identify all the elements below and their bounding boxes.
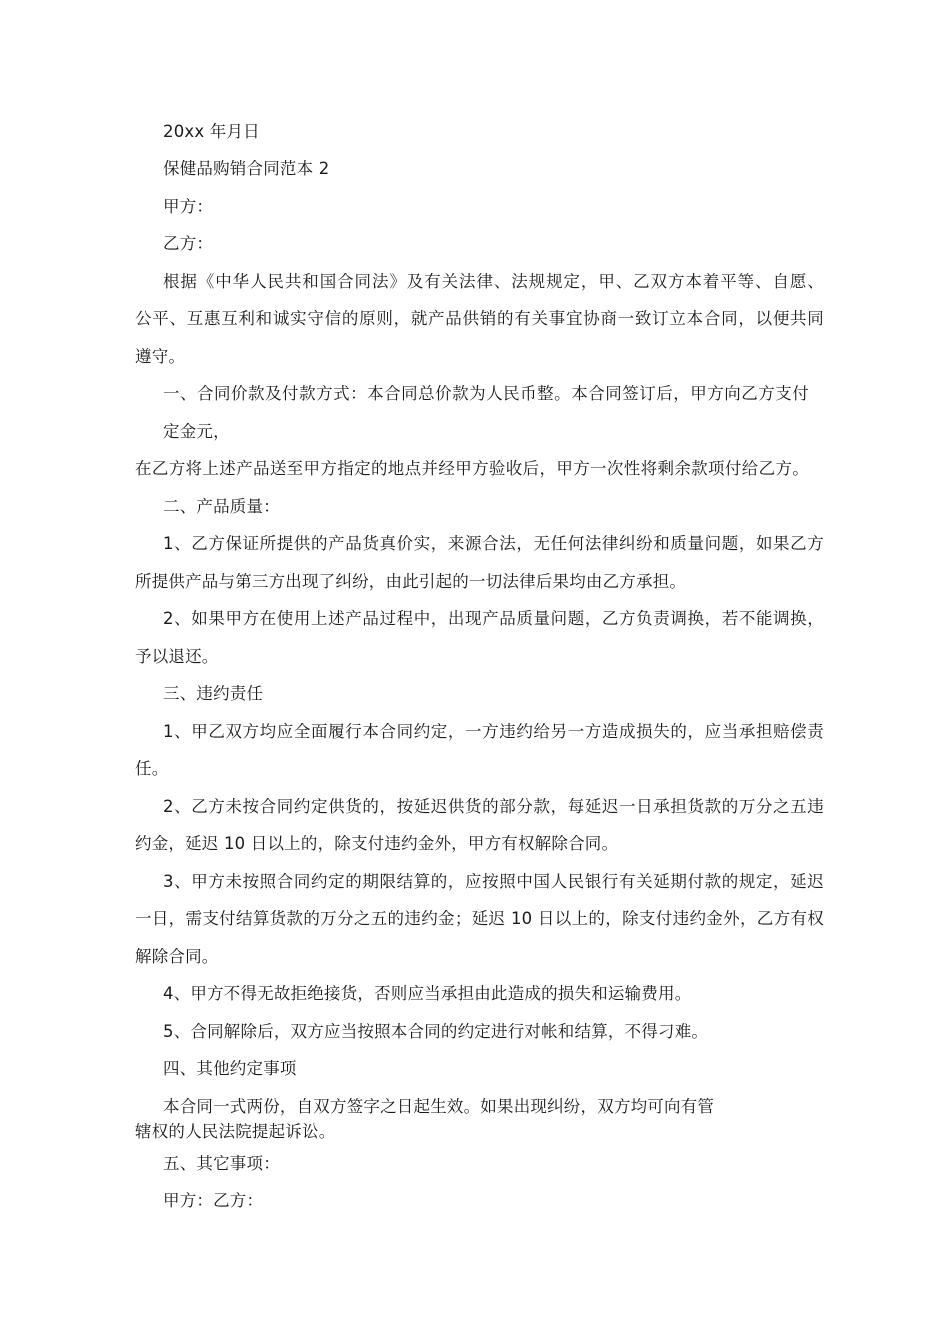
section-1-heading: 一、合同价款及付款方式：本合同总价款为人民币整。本合同签订后，甲方向乙方支付: [163, 384, 809, 403]
section-3-item: 3、甲方未按照合同约定的期限结算的，应按照中国人民银行有关延期付款的规定，延迟: [163, 872, 824, 891]
date-line: 20xx 年月日: [163, 122, 260, 141]
section-3-item: 约金，延迟 10 日以上的，除支付违约金外，甲方有权解除合同。: [135, 834, 619, 853]
section-1-text: 定金元，: [163, 422, 230, 441]
section-3-item: 2、乙方未按合同约定供货的，按延迟供货的部分款，每延迟一日承担货款的万分之五违: [163, 797, 824, 816]
document-title: 保健品购销合同范本 2: [163, 159, 330, 178]
section-2-item: 予以退还。: [135, 647, 219, 666]
section-3-item: 任。: [135, 759, 169, 778]
preamble-line: 根据《中华人民共和国合同法》及有关法律、法规规定，甲、乙双方本着平等、自愿、: [163, 272, 824, 291]
party-a-label: 甲方：: [163, 197, 214, 216]
section-4-heading: 四、其他约定事项: [163, 1059, 297, 1078]
party-b-label: 乙方：: [163, 234, 214, 253]
signature-line: 甲方：乙方：: [163, 1191, 264, 1210]
section-3-item: 4、甲方不得无故拒绝接货，否则应当承担由此造成的损失和运输费用。: [163, 984, 692, 1003]
section-1-text: 在乙方将上述产品送至甲方指定的地点并经甲方验收后，甲方一次性将剩余款项付给乙方。: [135, 459, 809, 478]
section-2-heading: 二、产品质量：: [163, 497, 280, 516]
preamble-line: 遵守。: [135, 347, 186, 366]
section-3-item: 1、甲乙双方均应全面履行本合同约定，一方违约给另一方造成损失的，应当承担赔偿责: [163, 722, 824, 741]
section-3-item: 解除合同。: [135, 947, 219, 966]
section-4-text: 本合同一式两份，自双方签字之日起生效。如果出现纠纷，双方均可向有管: [163, 1097, 715, 1116]
section-2-item: 2、如果甲方在使用上述产品过程中，出现产品质量问题，乙方负责调换，若不能调换，: [163, 609, 824, 628]
section-2-item: 所提供产品与第三方出现了纠纷，由此引起的一切法律后果均由乙方承担。: [135, 572, 687, 591]
section-3-item: 5、合同解除后，双方应当按照本合同的约定进行对帐和结算，不得刁难。: [163, 1022, 709, 1041]
preamble-line: 公平、互惠互利和诚实守信的原则，就产品供销的有关事宜协商一致订立本合同，以便共同: [135, 309, 824, 328]
section-5-heading: 五、其它事项：: [163, 1154, 280, 1173]
section-3-item: 一日，需支付结算货款的万分之五的违约金；延迟 10 日以上的，除支付违约金外，乙方有权: [135, 909, 824, 928]
section-2-item: 1、乙方保证所提供的产品货真价实，来源合法，无任何法律纠纷和质量问题，如果乙方: [163, 534, 824, 553]
section-4-text: 辖权的人民法院提起诉讼。: [135, 1122, 336, 1141]
section-3-heading: 三、违约责任: [163, 684, 264, 703]
